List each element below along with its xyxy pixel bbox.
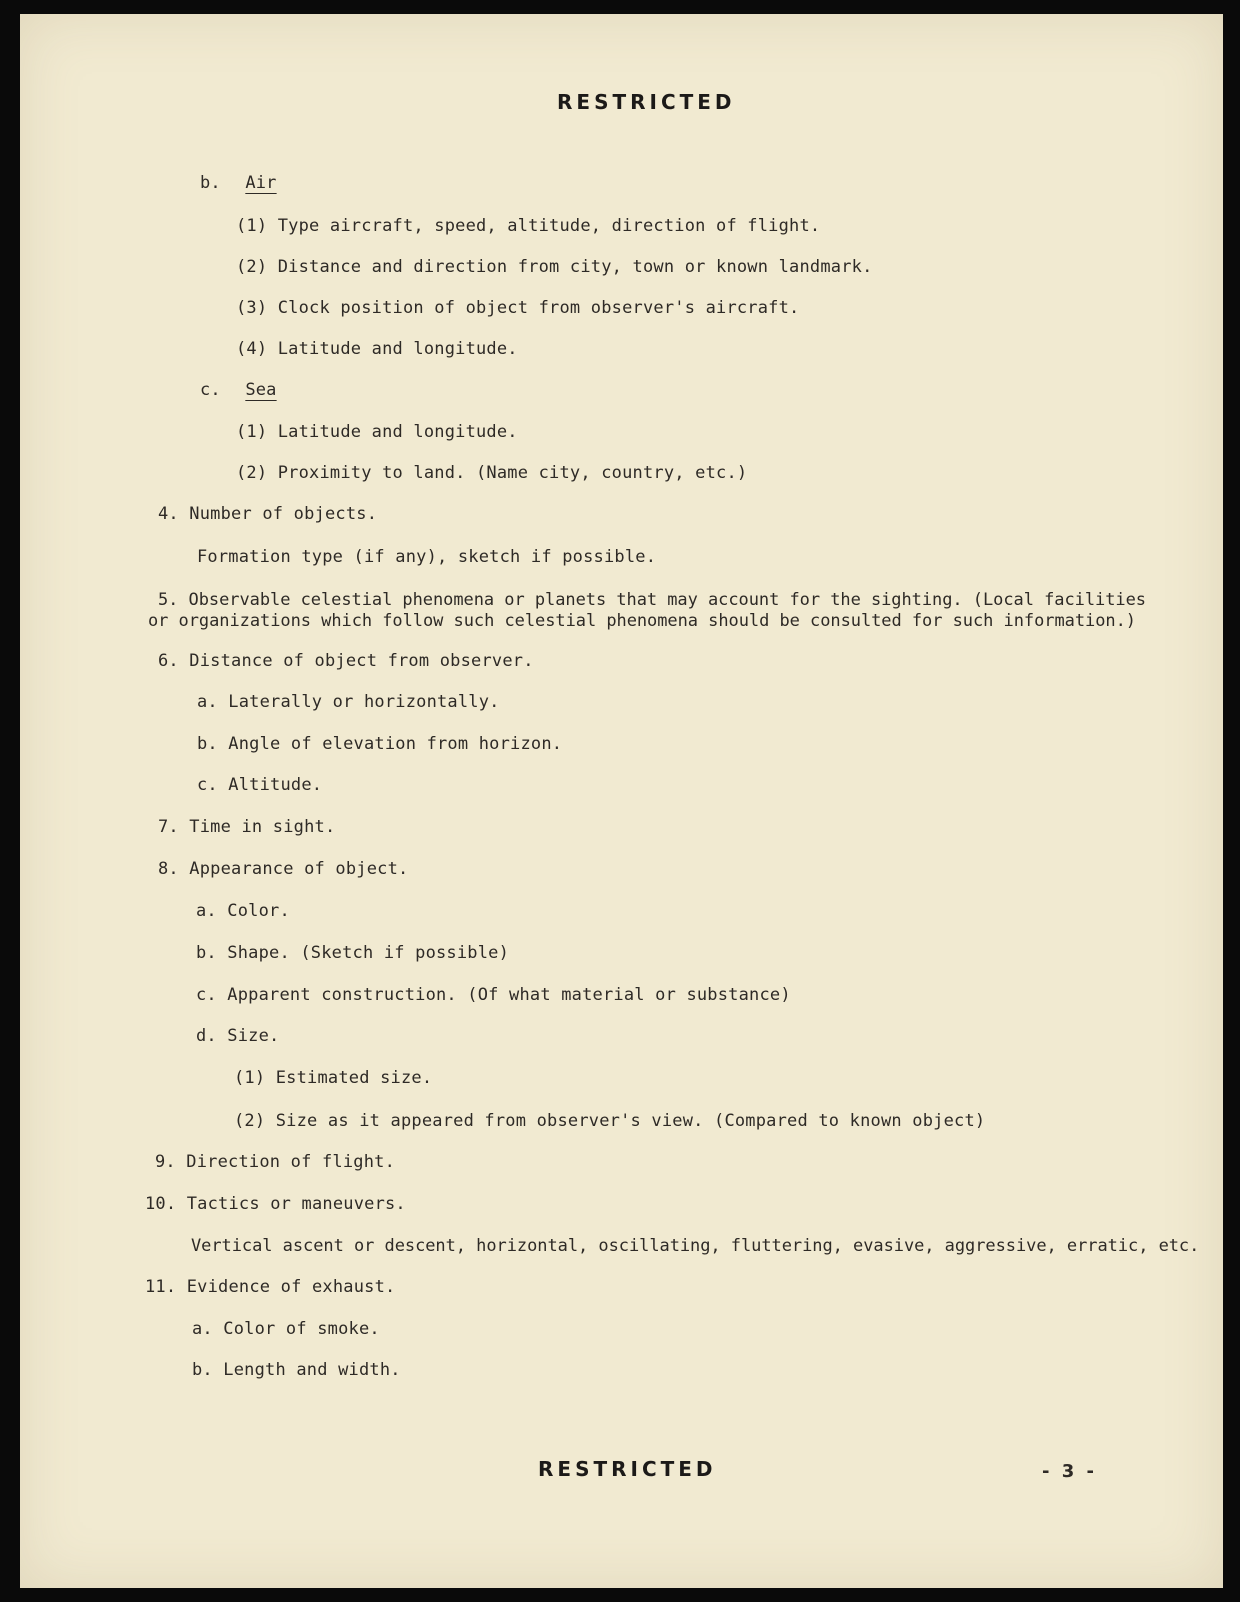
air-item-2: (2) Distance and direction from city, town or known landmark. [236,257,873,277]
item-9: 9. Direction of flight. [155,1152,396,1172]
subsection-air [200,173,277,193]
air-item-1: (1) Type aircraft, speed, altitude, direction of flight. [236,216,821,236]
item-5-line-2: or organizations which follow such celestial phenomena should be consulted for such information.) [148,611,1136,631]
item-10-sub: Vertical ascent or descent, horizontal, oscillating, fluttering, evasive, aggressive, erratic, etc. [191,1236,1200,1256]
item-5-line-1: 5. Observable celestial phenomena or planets that may account for the sighting. (Local facilities [158,590,1146,610]
item-11-b: b. Length and width. [192,1360,401,1380]
item-6-c: c. Altitude. [197,775,323,795]
item-6: 6. Distance of object from observer. [158,651,534,671]
air-item-3: (3) Clock position of object from observer's aircraft. [236,298,800,318]
item-4-sub: Formation type (if any), sketch if possible. [197,547,657,567]
subsection-sea-prefix: c. [200,380,221,400]
header-classification: RESTRICTED [557,90,736,114]
subsection-air-label: Air [245,173,277,193]
air-item-4: (4) Latitude and longitude. [236,339,518,359]
item-4: 4. Number of objects. [158,504,378,524]
item-8-b: b. Shape. (Sketch if possible) [196,943,510,963]
item-7: 7. Time in sight. [158,817,336,837]
item-10: 10. Tactics or maneuvers. [145,1194,406,1214]
footer-classification: RESTRICTED [538,1457,717,1481]
item-8-d: d. Size. [196,1026,280,1046]
page-number: - 3 - [1042,1461,1097,1482]
item-8-d-1: (1) Estimated size. [234,1068,433,1088]
item-8-c: c. Apparent construction. (Of what material or substance) [196,985,791,1005]
item-6-b: b. Angle of elevation from horizon. [197,734,563,754]
item-8: 8. Appearance of object. [158,859,409,879]
subsection-sea [200,380,277,400]
item-6-a: a. Laterally or horizontally. [197,692,500,712]
document-page [20,14,1223,1588]
subsection-air-prefix: b. [200,173,221,193]
item-8-a: a. Color. [196,901,290,921]
item-11: 11. Evidence of exhaust. [145,1277,396,1297]
sea-item-1: (1) Latitude and longitude. [236,422,518,442]
item-11-a: a. Color of smoke. [192,1319,380,1339]
item-8-d-2: (2) Size as it appeared from observer's view. (Compared to known object) [234,1111,986,1131]
sea-item-2: (2) Proximity to land. (Name city, country, etc.) [236,463,748,483]
subsection-sea-label: Sea [245,380,277,400]
